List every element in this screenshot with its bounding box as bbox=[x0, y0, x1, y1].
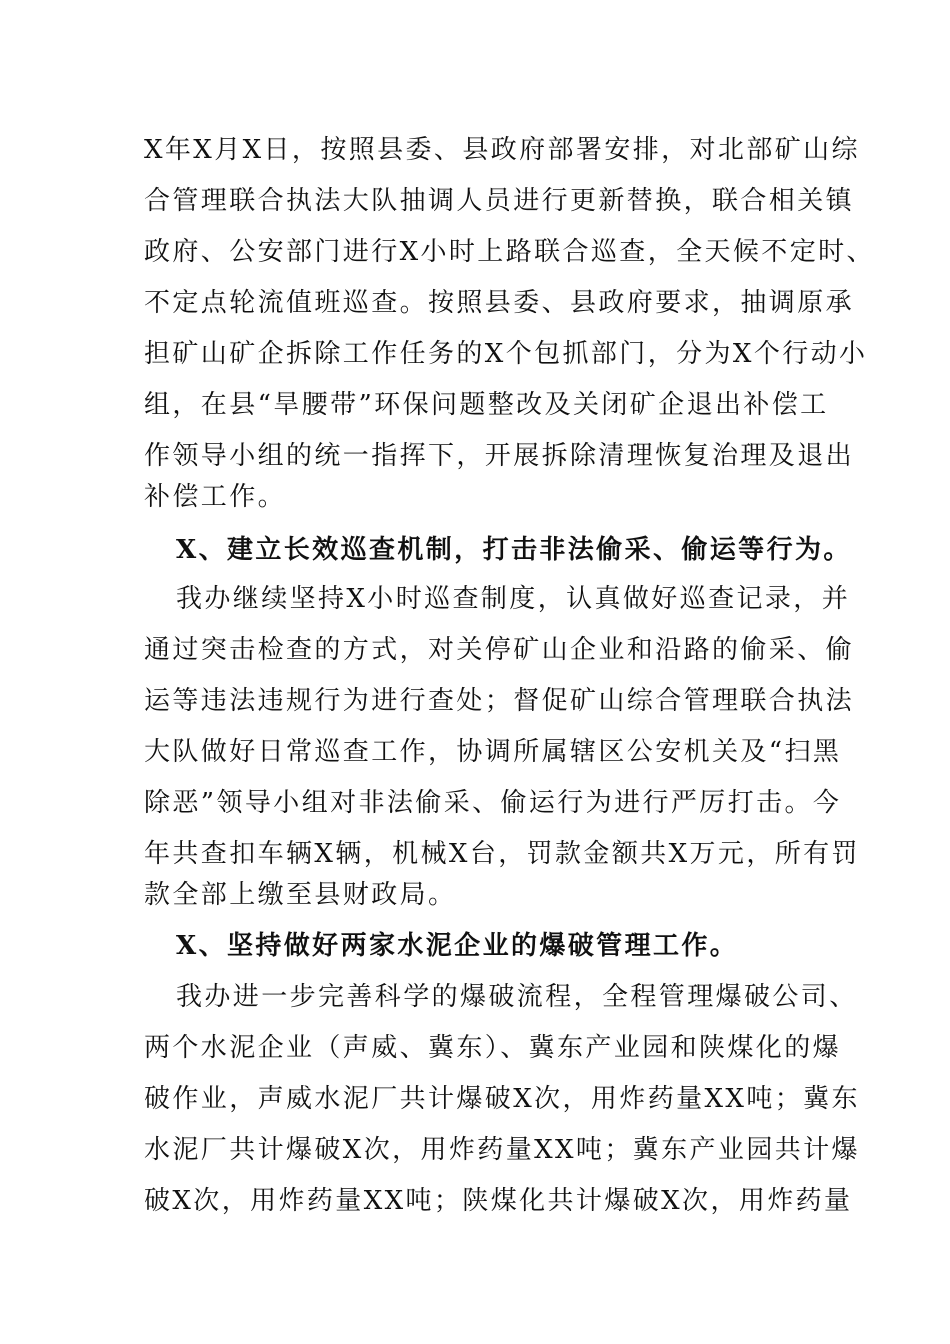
paragraph-line: X年X月X日，按照县委、县政府部署安排，对北部矿山综 bbox=[144, 135, 860, 165]
paragraph-line: 补偿工作。 bbox=[144, 482, 287, 512]
paragraph-line: 破作业，声威水泥厂共计爆破X次，用炸药量XX吨；冀东 bbox=[144, 1084, 860, 1114]
paragraph-line: 作领导小组的统一指挥下，开展拆除清理恢复治理及退出 bbox=[144, 441, 855, 471]
paragraph-line: 运等违法违规行为进行查处；督促矿山综合管理联合执法 bbox=[144, 686, 855, 716]
paragraph-line: 年共查扣车辆X辆，机械X台，罚款金额共X万元，所有罚 bbox=[144, 839, 860, 869]
paragraph-line: 破X次，用炸药量XX吨；陕煤化共计爆破X次，用炸药量 bbox=[144, 1186, 853, 1216]
paragraph-line: 政府、公安部门进行X小时上路联合巡查，全天候不定时、 bbox=[144, 237, 875, 267]
section-heading: X、坚持做好两家水泥企业的爆破管理工作。 bbox=[176, 931, 739, 961]
paragraph-line: 两个水泥企业（声威、冀东）、冀东产业园和陕煤化的爆 bbox=[144, 1033, 842, 1063]
paragraph-line: 不定点轮流值班巡查。按照县委、县政府要求，抽调原承 bbox=[144, 288, 855, 318]
paragraph-line: 通过突击检查的方式，对关停矿山企业和沿路的偷采、偷 bbox=[144, 635, 855, 665]
paragraph-line: 我办继续坚持X小时巡查制度，认真做好巡查记录，并 bbox=[176, 584, 851, 614]
paragraph-line: 款全部上缴至县财政局。 bbox=[144, 880, 457, 910]
paragraph-line: 组，在县“旱腰带”环保问题整改及关闭矿企退出补偿工 bbox=[144, 390, 829, 420]
paragraph-line: 除恶”领导小组对非法偷采、偷运行为进行严厉打击。今 bbox=[144, 788, 842, 818]
paragraph-line: 水泥厂共计爆破X次，用炸药量XX吨；冀东产业园共计爆 bbox=[144, 1135, 860, 1165]
paragraph-line: 我办进一步完善科学的爆破流程，全程管理爆破公司、 bbox=[176, 982, 858, 1012]
paragraph-line: 担矿山矿企拆除工作任务的X个包抓部门，分为X个行动小 bbox=[144, 339, 868, 369]
paragraph-line: 合管理联合执法大队抽调人员进行更新替换，联合相关镇 bbox=[144, 186, 855, 216]
section-heading: X、建立长效巡查机制，打击非法偷采、偷运等行为。 bbox=[176, 535, 852, 565]
paragraph-line: 大队做好日常巡查工作，协调所属辖区公安机关及“扫黑 bbox=[144, 737, 842, 767]
